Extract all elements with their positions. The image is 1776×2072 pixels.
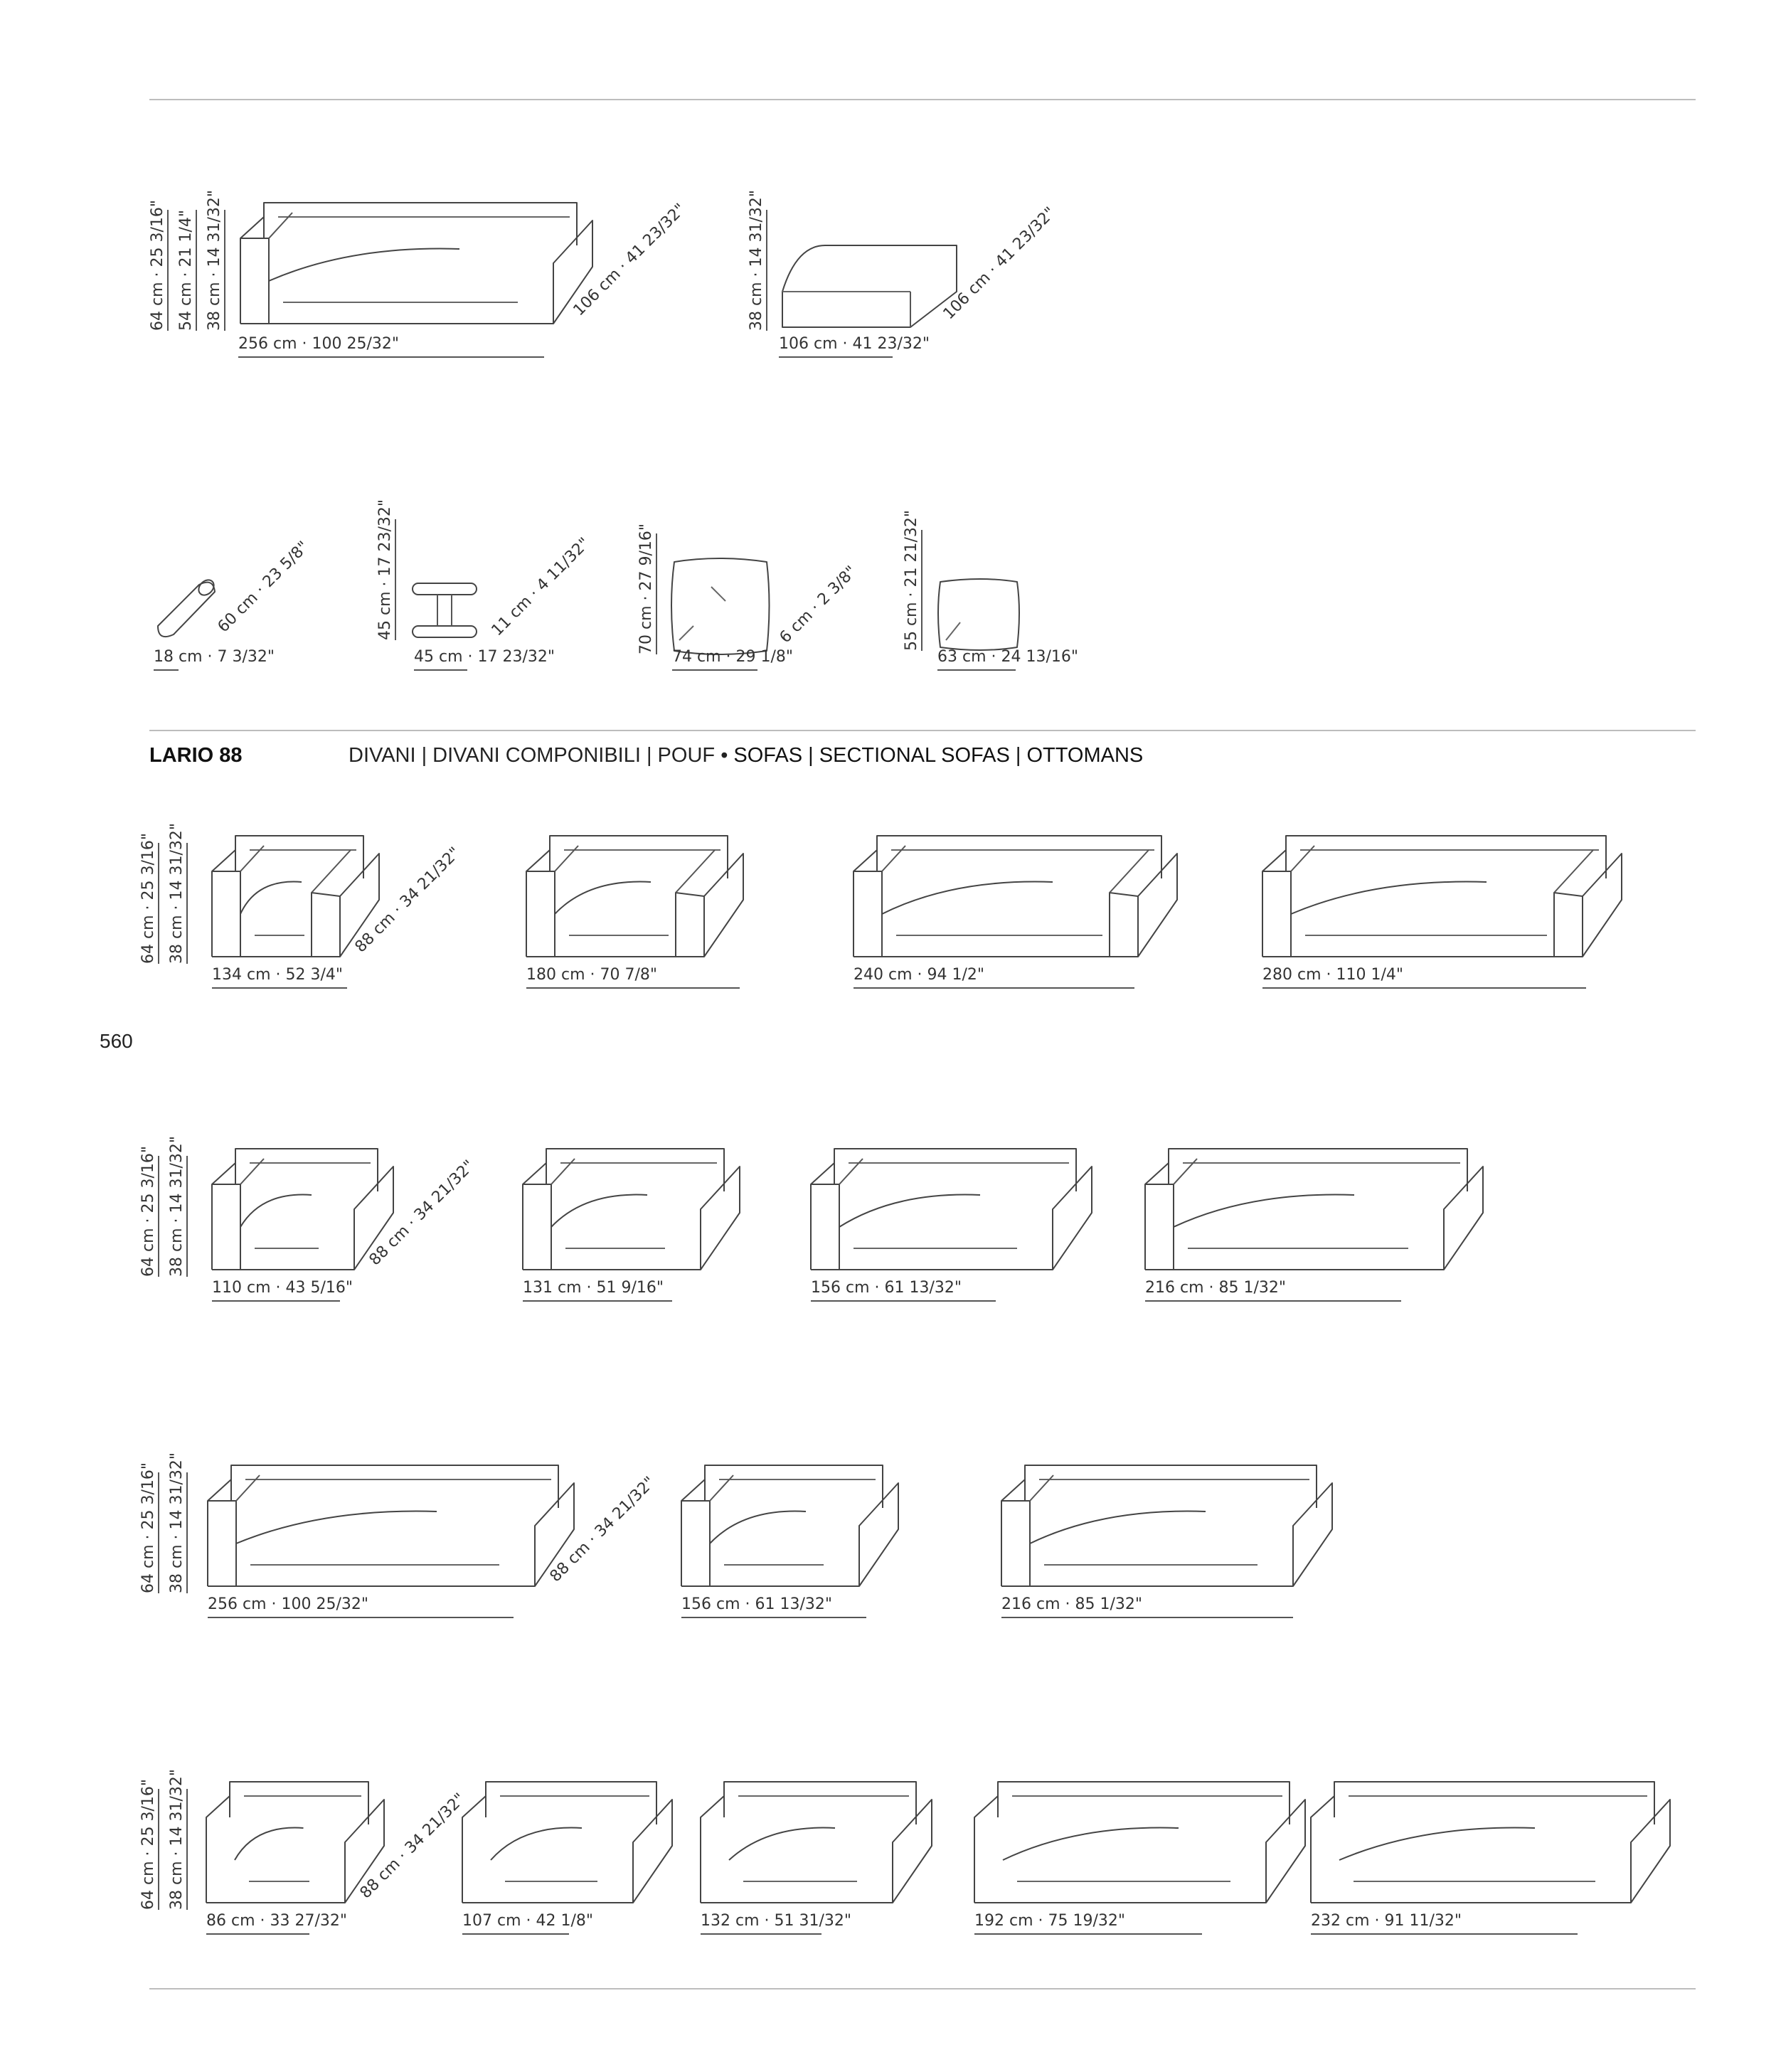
row1-sofa-1-width-label: 134 cm · 52 3/4" [212,966,344,984]
row4-sofa-5 [1311,1782,1670,1903]
row4-sofa-1-depth-label: 88 cm · 34 21/32" [356,1790,469,1903]
sofa-256-depth-label: 106 cm · 41 23/32" [570,200,690,320]
connector [413,583,477,637]
row3-sofa-2-seat-top [710,1512,806,1544]
row1-sofa-4 [1262,836,1622,957]
row3-sofa-1-body [208,1483,574,1586]
cushion-large-width-label: 74 cm · 29 1/8" [672,648,794,666]
row3-sofa-1-seat-top [236,1512,437,1544]
row4-sofa-3-backrest [724,1782,916,1824]
row1-sofa-2-left-arm [526,871,555,957]
cushion-crease [679,626,693,640]
row2-sofa-1-body [212,1167,393,1270]
row1-height-label: 64 cm · 25 3/16" [139,832,157,964]
bolster-width-label: 18 cm · 7 3/32" [154,648,275,666]
row4-sofa-3-left-edge [701,1796,724,1903]
row3-sofa-3-left-arm [1001,1501,1030,1586]
row2-sofa-1-backrest [235,1149,378,1191]
row3-sofa-1-backrest [231,1465,558,1508]
bolster [158,577,217,637]
row1-sofa-2-seat-top [555,882,651,914]
row2-sofa-2-body [523,1167,740,1270]
row2-sofa-4-width-label: 216 cm · 85 1/32" [1145,1279,1286,1297]
row3-sofa-1-left-edge [208,1479,231,1586]
row1-sofa-1-depth-label: 88 cm · 34 21/32" [351,844,464,957]
row2-sofa-1-width-label: 110 cm · 43 5/16" [212,1279,353,1297]
row4-sofa-5-left-edge [1311,1796,1334,1903]
row2-sofa-3 [811,1149,1092,1270]
row4-sofa-5-body [1311,1800,1670,1903]
row1-sofa-1-left-edge [212,850,235,957]
row1-sofa-1-seat-top [240,882,302,914]
row3-sofa-1 [208,1465,574,1586]
connector-depth-label: 11 cm · 4 11/32" [488,534,594,640]
row4-sofa-5-width-label: 232 cm · 91 11/32" [1311,1912,1462,1930]
row1-sofa-2-backrest [550,836,728,878]
row2-sofa-1-seat-top [240,1195,312,1227]
row1-sofa-4-right-arm [1554,893,1583,957]
bolster-end [196,577,217,598]
row1-sofa-3 [854,836,1177,957]
row2-sofa-3-body [811,1167,1092,1270]
row2-sofa-2-left-arm [523,1184,551,1270]
row1-sofa-2-right-arm-top [676,850,715,893]
row2-sofa-2-width-label: 131 cm · 51 9/16" [523,1279,664,1297]
row2-sofa-3-seat-top [839,1195,980,1227]
ottoman-106-width-label: 106 cm · 41 23/32" [779,335,930,353]
sofa-256-height-label: 64 cm · 25 3/16" [149,199,166,331]
row2-sofa-3-left-arm [811,1184,839,1270]
row2-sofa-1-left-edge [212,1163,235,1270]
row3-height-label: 64 cm · 25 3/16" [139,1462,157,1593]
ottoman-106-height-label: 38 cm · 14 31/32" [748,190,765,331]
row1-sofa-3-left-edge [854,850,877,957]
cushion-large-depth-label: 6 cm · 2 3/8" [776,563,861,647]
cushion-small [938,579,1019,650]
row3-sofa-2-body [681,1483,898,1586]
row4-height-label: 38 cm · 14 31/32" [168,1769,186,1910]
row1-sofa-1-right-arm-top [312,850,351,893]
cushion-small-height-label: 55 cm · 21 21/32" [903,510,920,651]
ottoman-body [782,245,957,327]
row1-sofa-1-left-arm [212,871,240,957]
bolster-body [158,583,215,637]
row4-sofa-2-backrest [486,1782,656,1824]
row4-sofa-2-seat-top [491,1828,582,1860]
row3-sofa-3-backrest [1025,1465,1317,1508]
connector-top [413,583,477,595]
sofa-256-left-arm [240,238,269,324]
row3-sofa-1-left-arm [208,1501,236,1586]
bolster-depth-label: 60 cm · 23 5/8" [214,538,313,637]
row2-sofa-2 [523,1149,740,1270]
row1-sofa-4-left-edge [1262,850,1286,957]
row2-sofa-4-left-arm [1145,1184,1174,1270]
row2-height-label: 38 cm · 14 31/32" [168,1136,186,1277]
row1-sofa-3-left-arm [854,871,882,957]
row2-sofa-2-backrest [546,1149,724,1191]
cushion-large-body [671,558,770,654]
row4-sofa-4-width-label: 192 cm · 75 19/32" [974,1912,1125,1930]
row2-sofa-2-seat-top [551,1195,647,1227]
row1-sofa-2 [526,836,743,957]
row4-sofa-1-width-label: 86 cm · 33 27/32" [206,1912,347,1930]
row2-sofa-1 [212,1149,393,1270]
row3-sofa-3-seat-top [1030,1512,1206,1544]
cushion-large [671,558,770,654]
row4-sofa-5-backrest [1334,1782,1654,1824]
row3-sofa-2-left-arm [681,1501,710,1586]
row3-sofa-3-left-edge [1001,1479,1025,1586]
row1-sofa-4-seat-top [1291,882,1487,914]
row4-sofa-1-backrest [230,1782,368,1824]
row4-sofa-1-left-edge [206,1796,230,1903]
cushion-small-width-label: 63 cm · 24 13/16" [937,648,1078,666]
row4-sofa-3-body [701,1800,932,1903]
row3-sofa-2-backrest [705,1465,883,1508]
category-bullet: • [720,744,728,767]
series-title: LARIO 88 [149,744,243,767]
row3-sofa-3-width-label: 216 cm · 85 1/32" [1001,1595,1142,1613]
row3-sofa-1-width-label: 256 cm · 100 25/32" [208,1595,368,1613]
row1-sofa-4-backrest [1286,836,1606,878]
row1-sofa-3-width-label: 240 cm · 94 1/2" [854,966,985,984]
row4-sofa-1 [206,1782,384,1903]
row2-sofa-4 [1145,1149,1483,1270]
sofa-256-seat-top [269,249,459,281]
row2-sofa-4-left-edge [1145,1163,1169,1270]
row1-height-label: 38 cm · 14 31/32" [168,823,186,964]
row3-sofa-3 [1001,1465,1332,1586]
connector-height-label: 45 cm · 17 23/32" [376,499,394,640]
row4-sofa-3-seat-top [729,1828,835,1860]
row4-sofa-2-body [462,1800,672,1903]
row1-sofa-2-body [526,854,743,957]
row4-sofa-3 [701,1782,932,1903]
row1-sofa-1 [212,836,379,957]
row4-sofa-1-seat-top [235,1828,304,1860]
row1-sofa-4-width-label: 280 cm · 110 1/4" [1262,966,1403,984]
row2-sofa-3-backrest [834,1149,1076,1191]
row4-sofa-4-seat-top [1003,1828,1179,1860]
cushion-crease [946,622,960,640]
sofa-256-width-label: 256 cm · 100 25/32" [238,335,399,353]
row4-sofa-4-backrest [998,1782,1290,1824]
row4-sofa-5-seat-top [1339,1828,1535,1860]
cushion-small-body [938,579,1019,650]
row3-sofa-2-width-label: 156 cm · 61 13/32" [681,1595,832,1613]
page-number: 560 [100,1030,133,1052]
row2-sofa-4-seat-top [1174,1195,1354,1227]
ottoman-106-depth-label: 106 cm · 41 23/32" [940,203,1060,324]
row1-sofa-2-right-arm [676,893,704,957]
sofa-256-left-edge [240,217,264,324]
row1-sofa-3-right-arm [1110,893,1138,957]
category-english: SOFAS | SECTIONAL SOFAS | OTTOMANS [733,744,1144,767]
row2-sofa-4-backrest [1169,1149,1467,1191]
row2-sofa-2-left-edge [523,1163,546,1270]
row2-sofa-3-left-edge [811,1163,834,1270]
row4-sofa-2-left-edge [462,1796,486,1903]
row2-sofa-3-width-label: 156 cm · 61 13/32" [811,1279,962,1297]
connector-width-label: 45 cm · 17 23/32" [414,648,555,666]
row4-sofa-4-left-edge [974,1796,998,1903]
row3-sofa-2-left-edge [681,1479,705,1586]
connector-bottom [413,626,477,637]
row1-sofa-4-right-arm-top [1554,850,1593,893]
row1-sofa-1-right-arm [312,893,340,957]
sofa-256-height-label: 54 cm · 21 1/4" [177,209,195,331]
row4-sofa-3-width-label: 132 cm · 51 31/32" [701,1912,851,1930]
row4-height-label: 64 cm · 25 3/16" [139,1778,157,1910]
sofa-256-height-label: 38 cm · 14 31/32" [206,190,223,331]
row4-sofa-4 [974,1782,1305,1903]
row2-sofa-1-depth-label: 88 cm · 34 21/32" [366,1157,479,1270]
row4-sofa-1-body [206,1800,384,1903]
category-italian: DIVANI | DIVANI COMPONIBILI | POUF [349,744,716,767]
row2-height-label: 64 cm · 25 3/16" [139,1145,157,1277]
row3-height-label: 38 cm · 14 31/32" [168,1452,186,1593]
cushion-large-height-label: 70 cm · 27 9/16" [637,523,655,654]
row3-sofa-2 [681,1465,898,1586]
row1-sofa-2-width-label: 180 cm · 70 7/8" [526,966,658,984]
sofa-256-backrest [264,203,577,245]
row1-sofa-2-left-edge [526,850,550,957]
row1-sofa-3-backrest [877,836,1161,878]
row1-sofa-4-body [1262,854,1622,957]
row4-sofa-2 [462,1782,672,1903]
sofa-256 [240,203,592,324]
cushion-crease [711,587,725,601]
row4-sofa-2-width-label: 107 cm · 42 1/8" [462,1912,594,1930]
row2-sofa-1-left-arm [212,1184,240,1270]
ottoman-106 [782,245,957,327]
row3-sofa-1-depth-label: 88 cm · 34 21/32" [546,1473,659,1586]
row1-sofa-3-seat-top [882,882,1053,914]
row1-sofa-4-left-arm [1262,871,1291,957]
row1-sofa-3-right-arm-top [1110,850,1149,893]
